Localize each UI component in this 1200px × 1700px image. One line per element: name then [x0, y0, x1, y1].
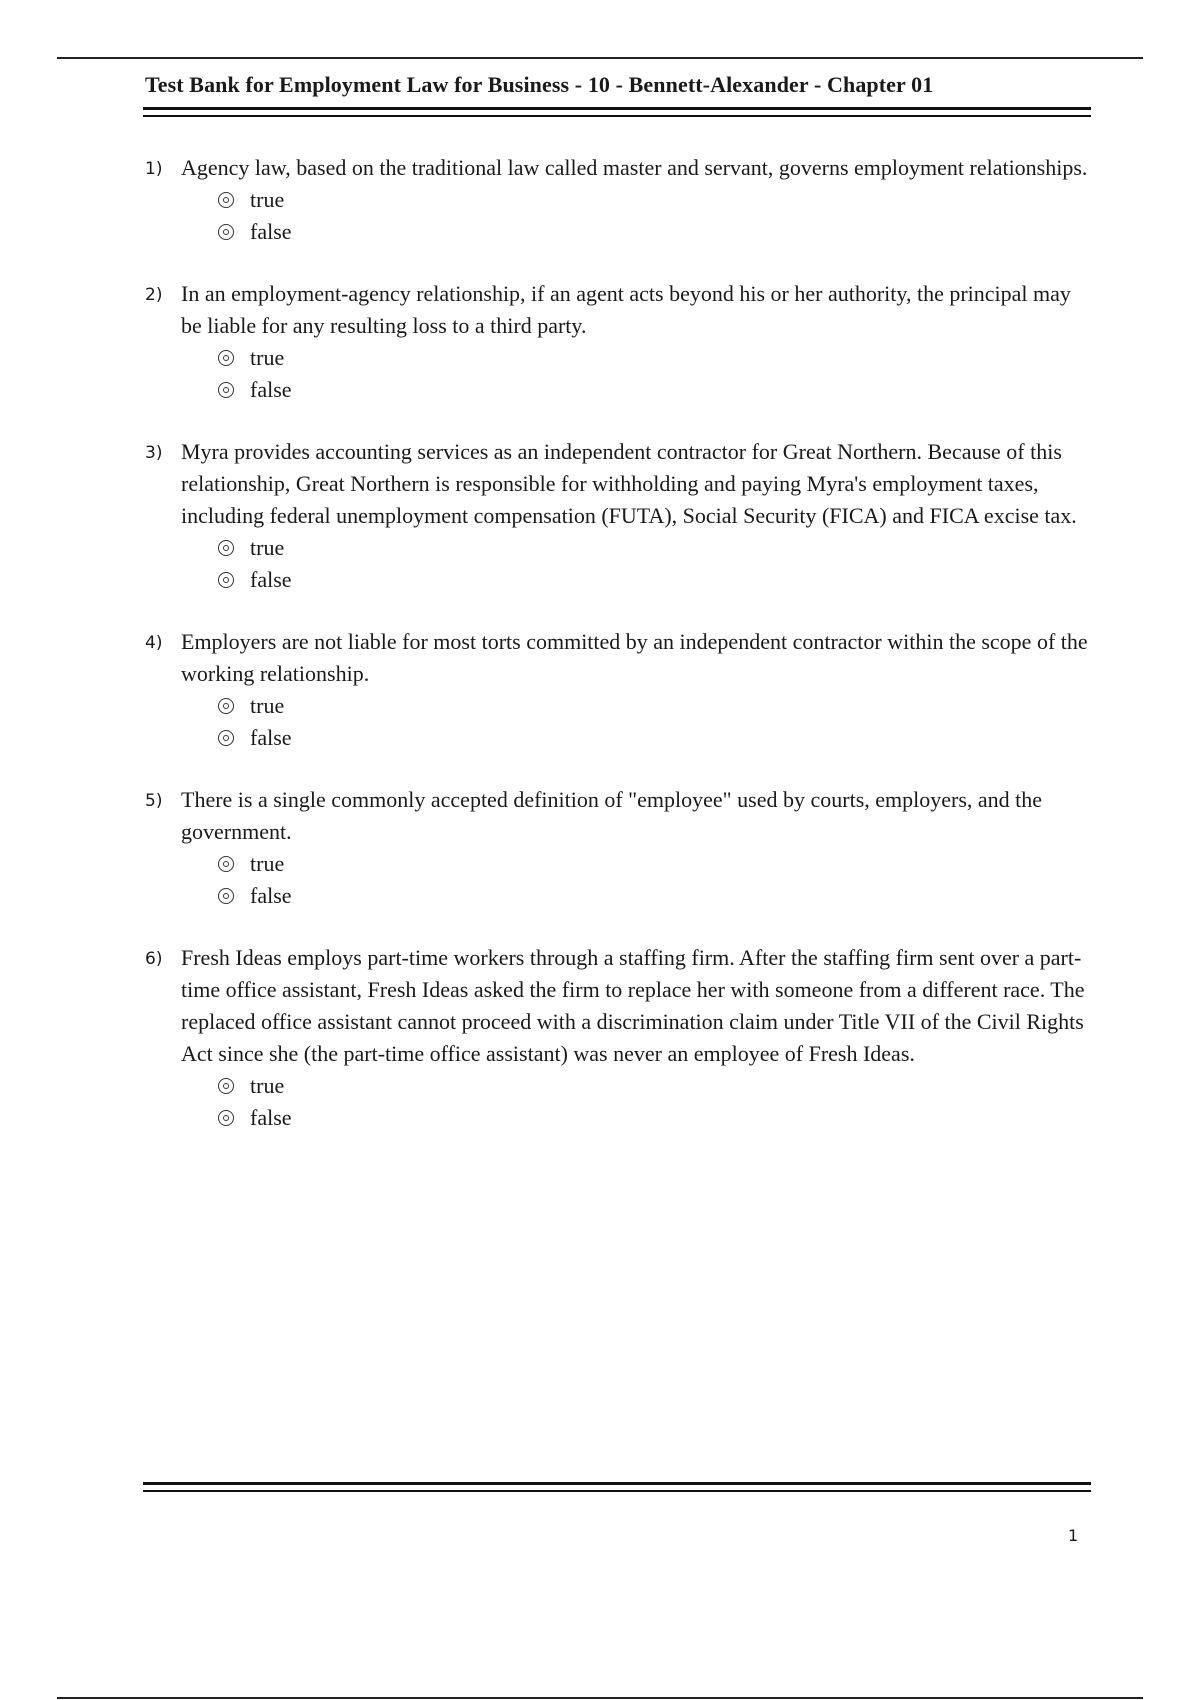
option-label: false [250, 377, 292, 402]
question-body [181, 626, 1090, 754]
question-number: 5) [145, 791, 163, 811]
radio-icon[interactable] [218, 192, 234, 208]
option-label: false [250, 725, 292, 750]
question-number: 6) [145, 949, 163, 969]
question-6 [145, 942, 1090, 1134]
answer-options [181, 342, 1090, 406]
option-label: true [250, 187, 285, 212]
question-text: Employers are not liable for most torts committed by an independent contractor within the scope of the working relationship. [181, 629, 1088, 686]
answer-options [181, 1070, 1090, 1134]
answer-options [181, 848, 1090, 912]
option-label: true [250, 851, 285, 876]
question-text: In an employment-agency relationship, if an agent acts beyond his or her authority, the principal may be liable for any resulting loss to a third party. [181, 281, 1071, 338]
option-false[interactable] [181, 564, 1090, 596]
question-number: 2) [145, 285, 163, 305]
radio-icon[interactable] [218, 730, 234, 746]
question-4 [145, 626, 1090, 754]
option-label: true [250, 693, 285, 718]
option-label: true [250, 535, 285, 560]
radio-icon[interactable] [218, 382, 234, 398]
question-text: There is a single commonly accepted definition of "employee" used by courts, employers, and the government. [181, 787, 1043, 844]
option-true[interactable] [181, 848, 1090, 880]
radio-icon[interactable] [218, 888, 234, 904]
question-3 [145, 436, 1090, 596]
radio-icon[interactable] [218, 856, 234, 872]
option-label: false [250, 883, 292, 908]
footer-double-rule [143, 1482, 1091, 1492]
option-false[interactable] [181, 1102, 1090, 1134]
option-label: false [250, 1105, 292, 1130]
question-body [181, 152, 1090, 248]
question-body [181, 436, 1090, 596]
option-false[interactable] [181, 880, 1090, 912]
option-true[interactable] [181, 532, 1090, 564]
option-true[interactable] [181, 342, 1090, 374]
question-body [181, 942, 1090, 1134]
option-false[interactable] [181, 722, 1090, 754]
option-label: true [250, 1073, 285, 1098]
page-title: Test Bank for Employment Law for Business - 10 - Bennett-Alexander - Chapter 01 [145, 72, 934, 97]
radio-icon[interactable] [218, 224, 234, 240]
option-true[interactable] [181, 184, 1090, 216]
option-label: false [250, 567, 292, 592]
question-number: 1) [145, 159, 163, 179]
radio-icon[interactable] [218, 1110, 234, 1126]
option-label: true [250, 345, 285, 370]
radio-icon[interactable] [218, 540, 234, 556]
option-false[interactable] [181, 374, 1090, 406]
answer-options [181, 184, 1090, 248]
option-label: false [250, 219, 292, 244]
question-text: Fresh Ideas employs part-time workers through a staffing firm. After the staffing firm sent over a part-time office assistant, Fresh Ideas asked the firm to replace her with someone from a different race. The replaced office assistant cannot proceed with a discrimination claim under Title VII of the Civil Rights Act since she (the part-time office assistant) was never an employee of Fresh Ideas. [181, 945, 1085, 1066]
option-true[interactable] [181, 1070, 1090, 1102]
answer-options [181, 690, 1090, 754]
question-text: Agency law, based on the traditional law called master and servant, governs employment relationships. [181, 155, 1088, 180]
bottom-page-rule [57, 1697, 1143, 1699]
question-body [181, 784, 1090, 912]
radio-icon[interactable] [218, 1078, 234, 1094]
page-number: 1 [1068, 1526, 1079, 1545]
radio-icon[interactable] [218, 698, 234, 714]
radio-icon[interactable] [218, 572, 234, 588]
answer-options [181, 532, 1090, 596]
question-list [145, 152, 1090, 1164]
question-text: Myra provides accounting services as an independent contractor for Great Northern. Because of this relationship, Great Northern is responsible for withholding and paying Myra's employment taxes, including federal unemployment compensation (FUTA), Social Security (FICA) and FICA excise tax. [181, 439, 1077, 528]
option-true[interactable] [181, 690, 1090, 722]
question-body [181, 278, 1090, 406]
header-double-rule [143, 107, 1091, 117]
question-number: 3) [145, 443, 163, 463]
question-number: 4) [145, 633, 163, 653]
question-1 [145, 152, 1090, 248]
question-2 [145, 278, 1090, 406]
question-5 [145, 784, 1090, 912]
top-page-rule [57, 57, 1143, 59]
option-false[interactable] [181, 216, 1090, 248]
radio-icon[interactable] [218, 350, 234, 366]
